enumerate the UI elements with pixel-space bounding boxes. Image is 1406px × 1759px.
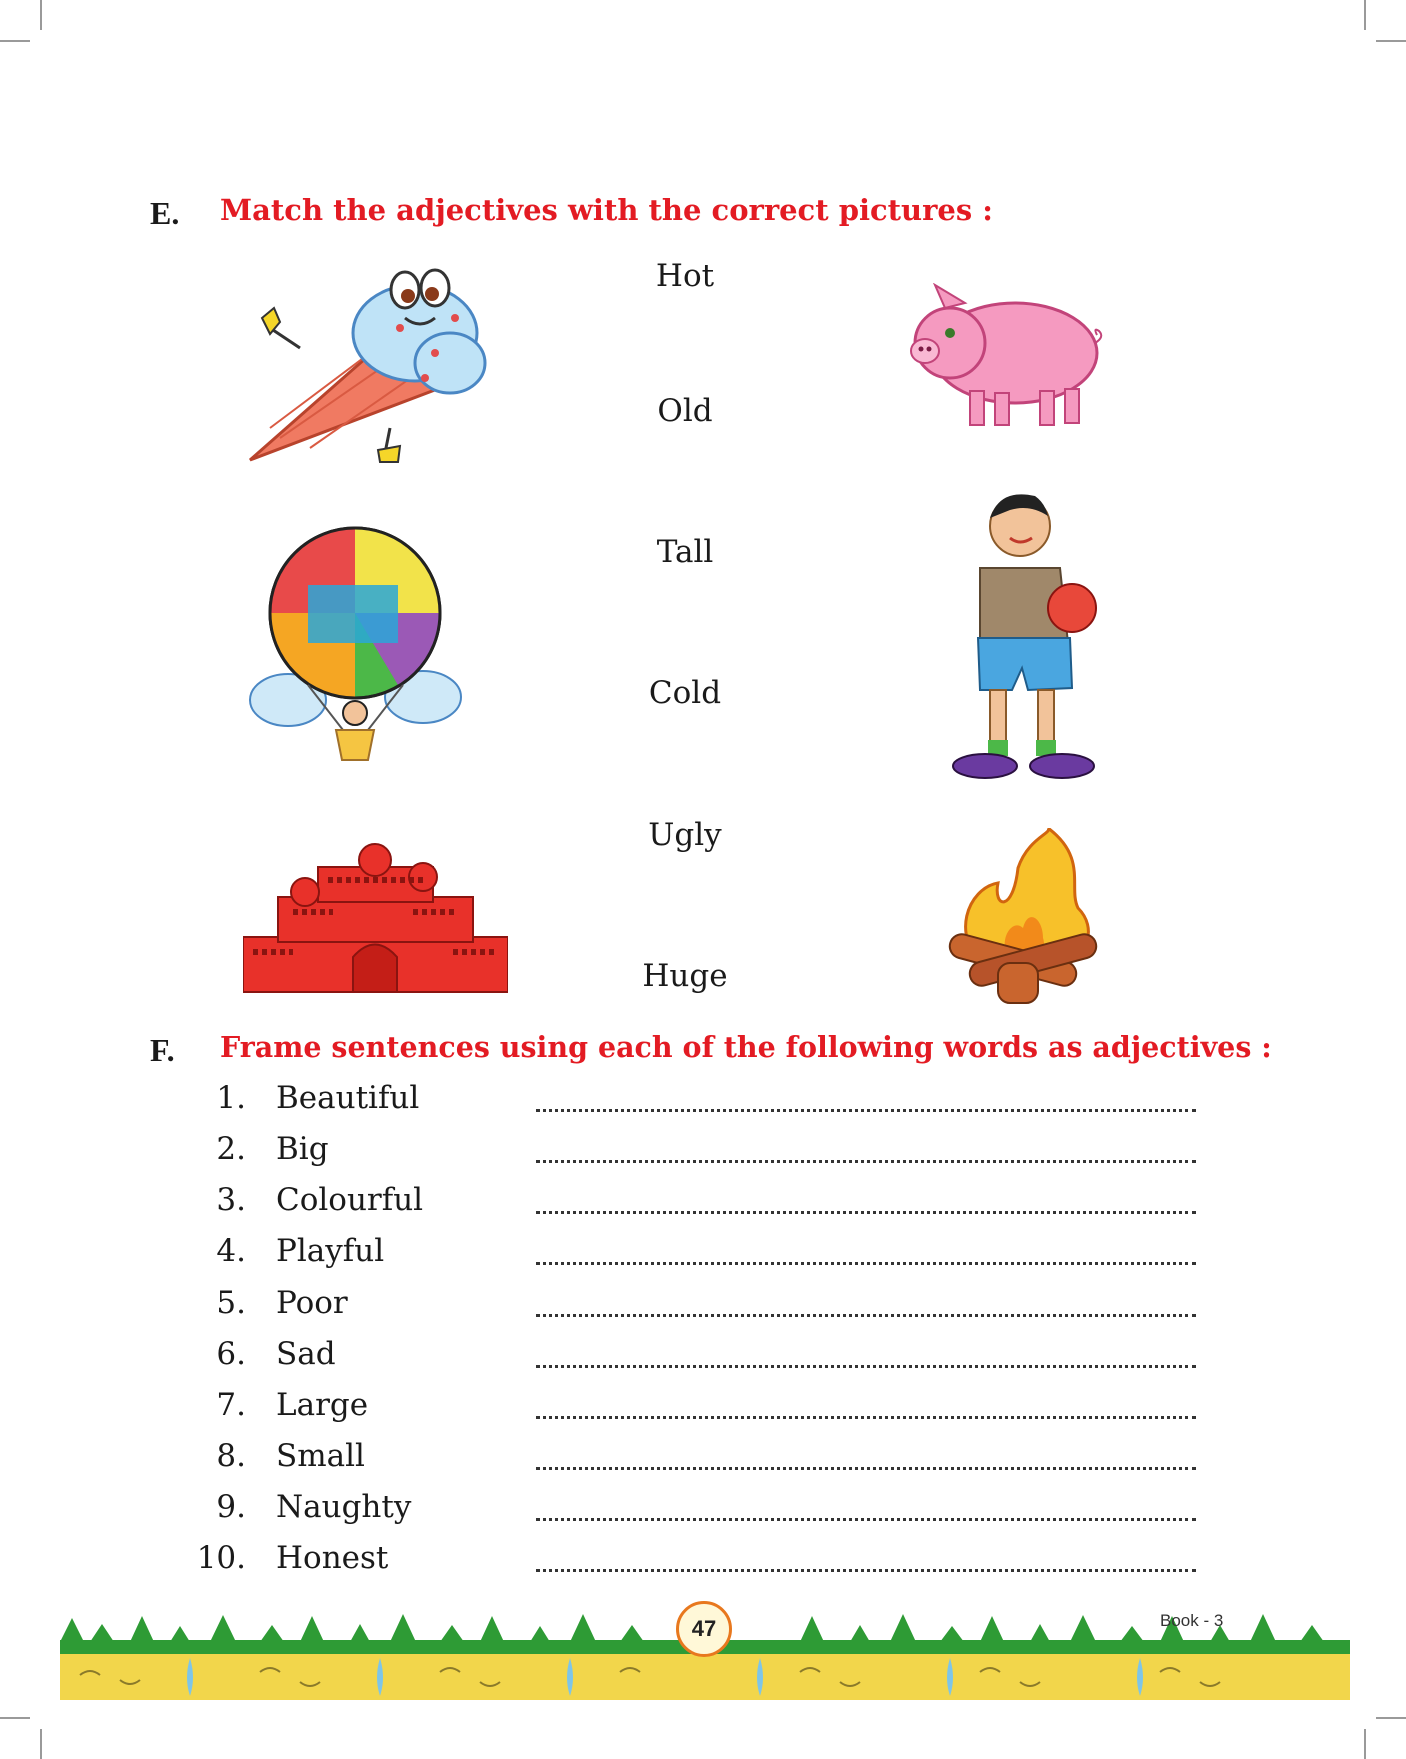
red-fort-picture: [243, 832, 508, 994]
item-number: 7.: [216, 1387, 246, 1423]
item-word: Big: [276, 1131, 329, 1167]
match-word: Tall: [656, 534, 714, 570]
item-number: 2.: [216, 1131, 246, 1167]
answer-line[interactable]: [536, 1365, 1196, 1368]
crop-mark: [1364, 0, 1366, 30]
item-number: 6.: [216, 1336, 246, 1372]
answer-line[interactable]: [536, 1416, 1196, 1419]
answer-line[interactable]: [536, 1211, 1196, 1214]
match-word: Hot: [655, 258, 715, 294]
ice-cream-picture: [240, 258, 500, 468]
answer-line[interactable]: [536, 1160, 1196, 1163]
match-word: Ugly: [648, 817, 722, 853]
section-e-letter: E.: [150, 195, 180, 231]
item-number: 8.: [216, 1438, 246, 1474]
item-word: Small: [276, 1438, 365, 1474]
item-number: 9.: [216, 1489, 246, 1525]
item-word: Honest: [276, 1540, 389, 1576]
item-word: Playful: [276, 1233, 385, 1269]
bonfire-picture: [928, 828, 1118, 1008]
list-item: [0, 1489, 1406, 1533]
list-item: [0, 1131, 1406, 1175]
match-word: Old: [657, 393, 713, 429]
item-number: 5.: [216, 1285, 246, 1321]
answer-line[interactable]: [536, 1518, 1196, 1521]
crop-mark: [40, 1729, 42, 1759]
section-f-letter: F.: [150, 1032, 175, 1068]
item-word: Colourful: [276, 1182, 424, 1218]
crop-mark: [0, 40, 30, 42]
pig-picture: [905, 283, 1105, 433]
answer-line[interactable]: [536, 1314, 1196, 1317]
crop-mark: [40, 0, 42, 30]
crop-mark: [1376, 40, 1406, 42]
hot-air-balloon-picture: [248, 525, 463, 770]
item-word: Beautiful: [276, 1080, 420, 1116]
list-item: [0, 1438, 1406, 1482]
section-e-title: Match the adjectives with the correct pictures :: [220, 193, 993, 227]
list-item: [0, 1080, 1406, 1124]
list-item: [0, 1387, 1406, 1431]
item-word: Poor: [276, 1285, 348, 1321]
item-number: 10.: [196, 1540, 246, 1576]
match-word: Cold: [648, 675, 722, 711]
match-word: Huge: [642, 958, 728, 994]
crop-mark: [1364, 1729, 1366, 1759]
list-item: [0, 1233, 1406, 1277]
crop-mark: [1376, 1717, 1406, 1719]
item-number: 3.: [216, 1182, 246, 1218]
list-item: [0, 1336, 1406, 1380]
item-word: Naughty: [276, 1489, 412, 1525]
answer-line[interactable]: [536, 1262, 1196, 1265]
list-item: [0, 1182, 1406, 1226]
list-item: [0, 1285, 1406, 1329]
section-f-title: Frame sentences using each of the following words as adjectives :: [220, 1030, 1272, 1064]
crop-mark: [0, 1717, 30, 1719]
item-word: Large: [276, 1387, 369, 1423]
boy-picture: [950, 478, 1120, 783]
list-item: [0, 1540, 1406, 1584]
answer-line[interactable]: [536, 1569, 1196, 1572]
item-number: 4.: [216, 1233, 246, 1269]
item-number: 1.: [216, 1080, 246, 1116]
answer-line[interactable]: [536, 1467, 1196, 1470]
page-number: 47: [676, 1601, 732, 1657]
book-label: Book - 3: [1160, 1611, 1224, 1630]
answer-line[interactable]: [536, 1109, 1196, 1112]
item-word: Sad: [276, 1336, 336, 1372]
